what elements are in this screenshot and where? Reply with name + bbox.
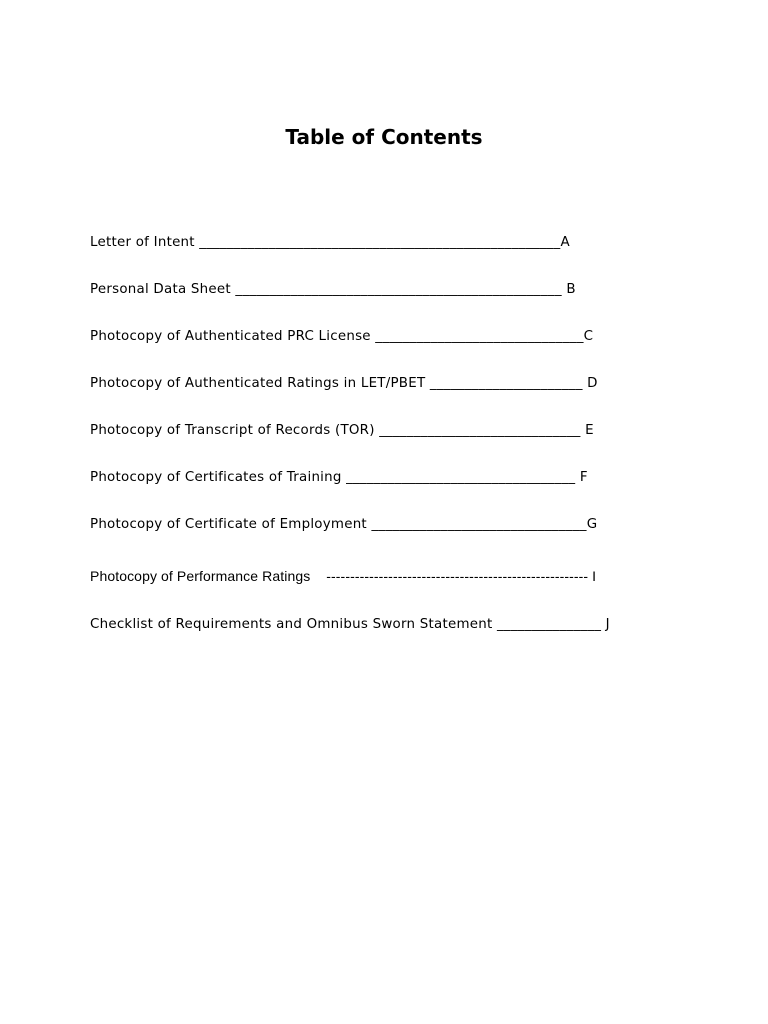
toc-entry-let-pbet-ratings: Photocopy of Authenticated Ratings in LET/PBET ______________________ D	[90, 376, 598, 391]
page-title: Table of Contents	[285, 125, 483, 149]
toc-entry-certificates-of-training: Photocopy of Certificates of Training _________________________________ F	[90, 470, 588, 485]
toc-entry-transcript-of-records: Photocopy of Transcript of Records (TOR) _____________________________ E	[90, 423, 594, 438]
toc-entry-letter-of-intent: Letter of Intent ____________________________________________________A	[90, 235, 570, 250]
toc-entry-personal-data-sheet: Personal Data Sheet _______________________________________________ B	[90, 282, 576, 297]
toc-entry-prc-license: Photocopy of Authenticated PRC License ______________________________C	[90, 329, 594, 344]
toc-entry-checklist-omnibus-statement: Checklist of Requirements and Omnibus Sworn Statement _______________ J	[90, 617, 610, 632]
table-of-contents	[90, 0, 690, 1024]
toc-entry-performance-ratings: Photocopy of Performance Ratings ------------------------------------------------------- I	[90, 568, 597, 584]
toc-entry-certificate-of-employment: Photocopy of Certificate of Employment _______________________________G	[90, 517, 598, 532]
